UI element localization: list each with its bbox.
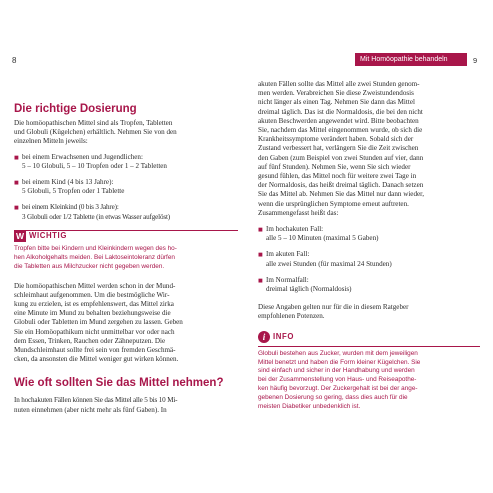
text-line: alle zwei Stunden (für maximal 24 Stunden) bbox=[266, 259, 392, 268]
text-line: Globuli bestehen aus Zucker, wurden mit dem jeweiligen bbox=[258, 349, 418, 357]
list-item bbox=[14, 178, 238, 196]
text-line: Im akuten Fall: bbox=[266, 250, 310, 259]
info-divider bbox=[258, 346, 480, 347]
text-line: 3 Globuli oder 1/2 Tablette (in etwas Wasser aufgelöst) bbox=[22, 212, 171, 221]
list-item bbox=[14, 153, 238, 171]
text-line: Sie, nachdem das Mittel eingenommen wurde, ob sich die bbox=[258, 126, 423, 135]
section-heading-wie-oft: Wie oft sollten Sie das Mittel nehmen? bbox=[14, 377, 224, 390]
potency-note bbox=[258, 303, 480, 321]
info-header bbox=[258, 331, 480, 343]
text-line: Tropfen bitte bei Kindern und Kleinkindern wegen des ho- bbox=[14, 244, 177, 252]
text-line: Die homöopathischen Mittel werden schon in der Mund- bbox=[14, 281, 176, 290]
text-line: dem Essen, Trinken, Rauchen oder Zähneputzen. Die bbox=[14, 336, 166, 345]
text-line: bei einem Kleinkind (0 bis 3 Jahre): bbox=[22, 203, 119, 212]
text-line: Die homöopathischen Mittel sind als Tropfen, Tabletten bbox=[14, 119, 173, 127]
text-line: eine Minute im Mund zu behalten beziehungsweise die bbox=[14, 309, 171, 318]
info-icon: i bbox=[258, 331, 270, 343]
text-line: kung zu erzielen, ist es empfehlenswert, das Mittel zirka bbox=[14, 299, 174, 308]
bullet-icon: ■ bbox=[258, 250, 263, 260]
text-line: 5 – 10 Globuli, 5 – 10 Tropfen oder 1 – 2 Tabletten bbox=[22, 161, 167, 170]
warning-label: WICHTIG bbox=[29, 231, 67, 241]
text-line: bei der Zusammenstellung von Haus- und Reiseapothe- bbox=[258, 376, 417, 384]
warning-header bbox=[14, 230, 238, 242]
warning-icon: W bbox=[15, 230, 25, 241]
text-line: Krankheitssymptome verändert haben. Sobald sich der bbox=[258, 135, 414, 144]
text-line: gesund fühlen, das Mittel noch für weitere zwei Tage in bbox=[258, 172, 417, 181]
text-line: wenn die ursprünglichen Symptome erneut auftreten. bbox=[258, 199, 409, 208]
bullet-icon: ■ bbox=[258, 275, 263, 285]
text-line: Mundschleimhaut sollte frei sein von fremden Geschmä- bbox=[14, 345, 176, 354]
absorption-paragraph bbox=[14, 282, 238, 365]
bullet-icon: ■ bbox=[14, 178, 19, 188]
text-line: schleimhaut aufgenommen. Um die bestmögliche Wir- bbox=[14, 290, 170, 299]
text-line: Sie ein Homöopathikum nicht unmittelbar vor oder nach bbox=[14, 327, 175, 336]
bullet-icon: ■ bbox=[258, 225, 263, 235]
info-box bbox=[258, 331, 480, 412]
bullet-icon: ■ bbox=[14, 203, 19, 213]
text-line: die Tabletten aus Milchzucker nicht gegeben werden. bbox=[14, 262, 165, 270]
text-line: bei einem Kind (4 bis 13 Jahre): bbox=[22, 178, 114, 187]
continuation-paragraph bbox=[258, 80, 480, 218]
page-number-left: 8 bbox=[12, 56, 17, 65]
text-line: 5 Globuli, 5 Tropfen oder 1 Tablette bbox=[22, 187, 125, 196]
text-line: Im Normalfall: bbox=[266, 275, 309, 284]
dose-summary-list bbox=[258, 225, 480, 294]
text-line: In hochakuten Fällen können Sie das Mittel alle 5 bis 10 Mi- bbox=[14, 396, 178, 405]
bullet-icon: ■ bbox=[14, 152, 19, 162]
text-line: und Globuli (Kügelchen) erhältlich. Nehmen Sie von den bbox=[14, 128, 177, 137]
text-line: Diese Angaben gelten nur für die in diesem Ratgeber bbox=[258, 303, 409, 312]
text-line: ken häufig bevorzugt. Der Zuckergehalt ist bei der ange- bbox=[258, 385, 418, 393]
text-line: cken, da ansonsten die Mittel weniger gut wirken können. bbox=[14, 355, 179, 364]
text-line: Zusammengefasst heißt das: bbox=[258, 208, 339, 217]
text-line: einzelnen Mitteln jeweils: bbox=[14, 137, 88, 146]
text-line: den Gaben (zum Beispiel von zwei Stunden auf vier, dann bbox=[258, 153, 424, 162]
text-line: Mittel benetzt und haben die Form kleiner Kügelchen. Sie bbox=[258, 358, 421, 366]
info-label: INFO bbox=[273, 332, 295, 342]
list-item bbox=[258, 250, 480, 268]
text-line: bei einem Erwachsenen und Jugendlichen: bbox=[22, 152, 143, 161]
text-line: Sie das Mittel ab. Nehmen Sie das Mittel nur dann wieder, bbox=[258, 190, 424, 199]
text-line: nuten einnehmen (aber nicht mehr als fünf Gaben). In bbox=[14, 405, 167, 414]
dosage-list bbox=[14, 153, 238, 222]
text-line: nicht länger als einen Tag. Nehmen Sie dann das Mittel bbox=[258, 98, 415, 107]
text-line: empfohlenen Potenzen. bbox=[258, 312, 325, 321]
text-line: Im hochakuten Fall: bbox=[266, 225, 324, 234]
left-column bbox=[14, 102, 238, 415]
text-line: akuten Beschwerden angewendet wird. Bitte beobachten bbox=[258, 116, 419, 125]
text-line: men werden. Verabreichen Sie diese Zweistundendosis bbox=[258, 89, 414, 98]
text-line: der Normaldosis, das heißt dreimal täglich. Danach setzen bbox=[258, 181, 424, 190]
text-line: akuten Fällen sollte das Mittel alle zwei Stunden genom- bbox=[258, 80, 420, 88]
text-line: Zustand verbessert hat, verlängern Sie die Zeit zwischen bbox=[258, 144, 419, 153]
text-line: sind einfach und sicher in der Handhabung und werden bbox=[258, 367, 415, 375]
text-line: Globuli oder Tabletten im Mund zergehen zu lassen. Geben bbox=[14, 318, 183, 327]
chapter-header-bar: Mit Homöopathie behandeln bbox=[355, 53, 467, 66]
list-item bbox=[258, 225, 480, 243]
text-line: gebenen Dosierung so gering, dass dies auch für die bbox=[258, 394, 408, 402]
info-text bbox=[258, 350, 480, 412]
text-line: alle 5 – 10 Minuten (maximal 5 Gaben) bbox=[266, 234, 379, 243]
intro-paragraph bbox=[14, 119, 238, 147]
right-column bbox=[258, 80, 480, 412]
text-line: meisten Diabetiker unbedenklich ist. bbox=[258, 403, 361, 411]
warning-text bbox=[14, 245, 238, 272]
list-item bbox=[258, 276, 480, 294]
section-heading-dosierung: Die richtige Dosierung bbox=[14, 103, 137, 115]
list-item bbox=[14, 203, 238, 221]
text-line: auf fünf Stunden). Nehmen Sie, wenn Sie sich wieder bbox=[258, 162, 411, 171]
frequency-paragraph bbox=[14, 396, 238, 414]
text-line: dreimal täglich. Das ist die Normaldosis, die bei den nicht bbox=[258, 107, 423, 116]
warning-box bbox=[14, 230, 238, 272]
page-number-right: 9 bbox=[473, 56, 478, 65]
text-line: dreimal täglich (Normaldosis) bbox=[266, 285, 352, 294]
text-line: hen Alkoholgehalts meiden. Bei Laktoseintoleranz dürfen bbox=[14, 253, 175, 261]
